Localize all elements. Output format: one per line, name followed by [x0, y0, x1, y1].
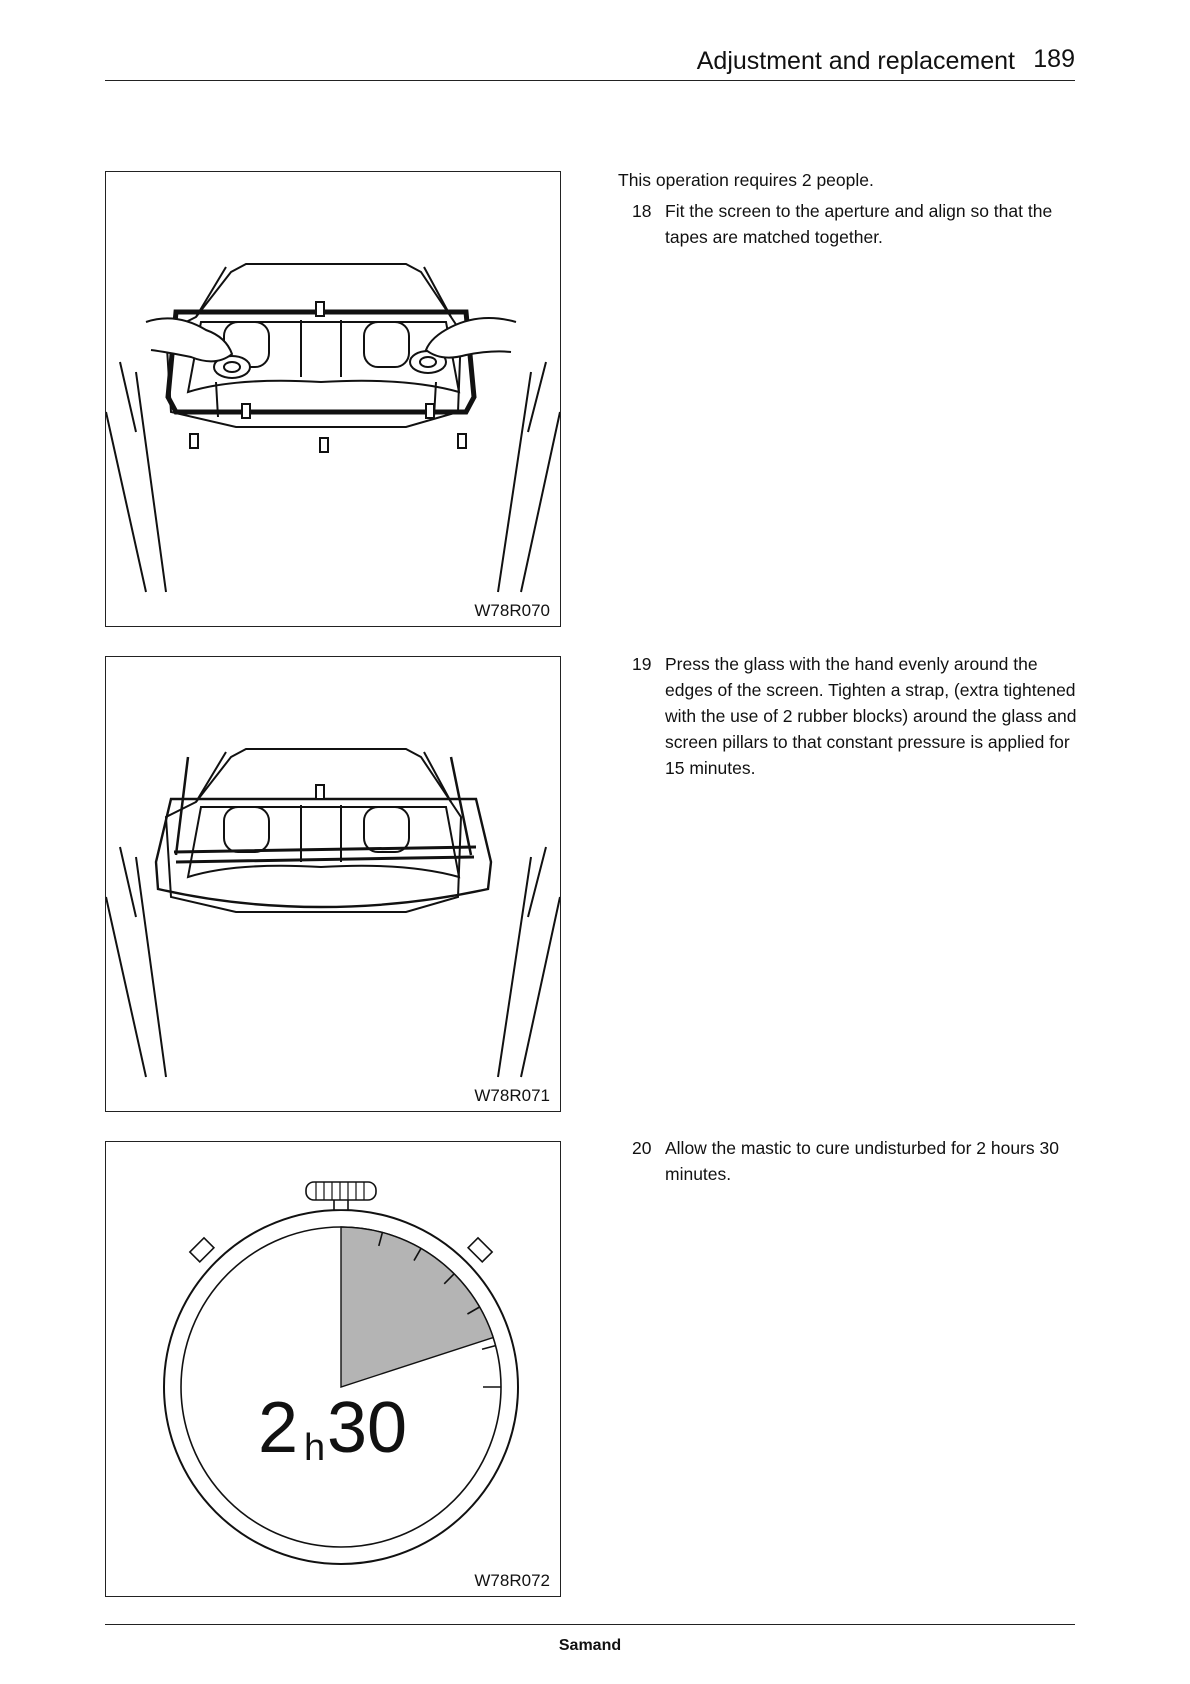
- page-header: [105, 40, 1075, 81]
- section-title: Adjustment and replacement: [696, 47, 1015, 75]
- page-number: 189: [1033, 45, 1075, 73]
- figure-code: W78R071: [474, 1086, 550, 1105]
- dial-tick: [482, 1346, 496, 1350]
- intro-text: This operation requires 2 people.: [618, 170, 874, 190]
- step-18: [618, 198, 1078, 250]
- step-number: 18: [632, 201, 652, 221]
- step-number: 20: [632, 1138, 652, 1158]
- footer-brand: Samand: [558, 1637, 622, 1654]
- stopwatch-illustration: [106, 1142, 560, 1596]
- step-number: 19: [632, 654, 652, 674]
- step-text: Press the glass with the hand evenly around the edges of the screen. Tighten a strap, (extra tightened with the use of 2 rubber blocks) around the glass and screen pillars to that constant pressure is applied for 15 minutes.: [665, 654, 1077, 778]
- figure-cure-time: [105, 1141, 561, 1597]
- step-20: [618, 1135, 1078, 1187]
- figure-code: W78R072: [474, 1571, 550, 1590]
- car-windscreen-fitting-illustration: [106, 172, 560, 626]
- timer-minutes: 30: [327, 1388, 408, 1468]
- figure-strap-pressure: [105, 656, 561, 1112]
- step-text: Fit the screen to the aperture and align so that the tapes are matched together.: [665, 201, 1053, 247]
- timer-hours: 2: [258, 1388, 299, 1468]
- figure-fit-screen: [105, 171, 561, 627]
- step-19: [618, 651, 1078, 781]
- page-footer: [105, 1624, 1075, 1654]
- left-pusher: [190, 1238, 214, 1262]
- instruction-block-1: [618, 167, 1078, 250]
- right-pusher: [468, 1238, 492, 1262]
- car-windscreen-strap-illustration: [106, 657, 560, 1111]
- step-text: Allow the mastic to cure undisturbed for 2 hours 30 minutes.: [665, 1138, 1059, 1184]
- instruction-block-2: [618, 651, 1078, 781]
- instruction-block-3: [618, 1135, 1078, 1187]
- timer-hour-unit: h: [304, 1427, 326, 1469]
- figure-code: W78R070: [474, 601, 550, 620]
